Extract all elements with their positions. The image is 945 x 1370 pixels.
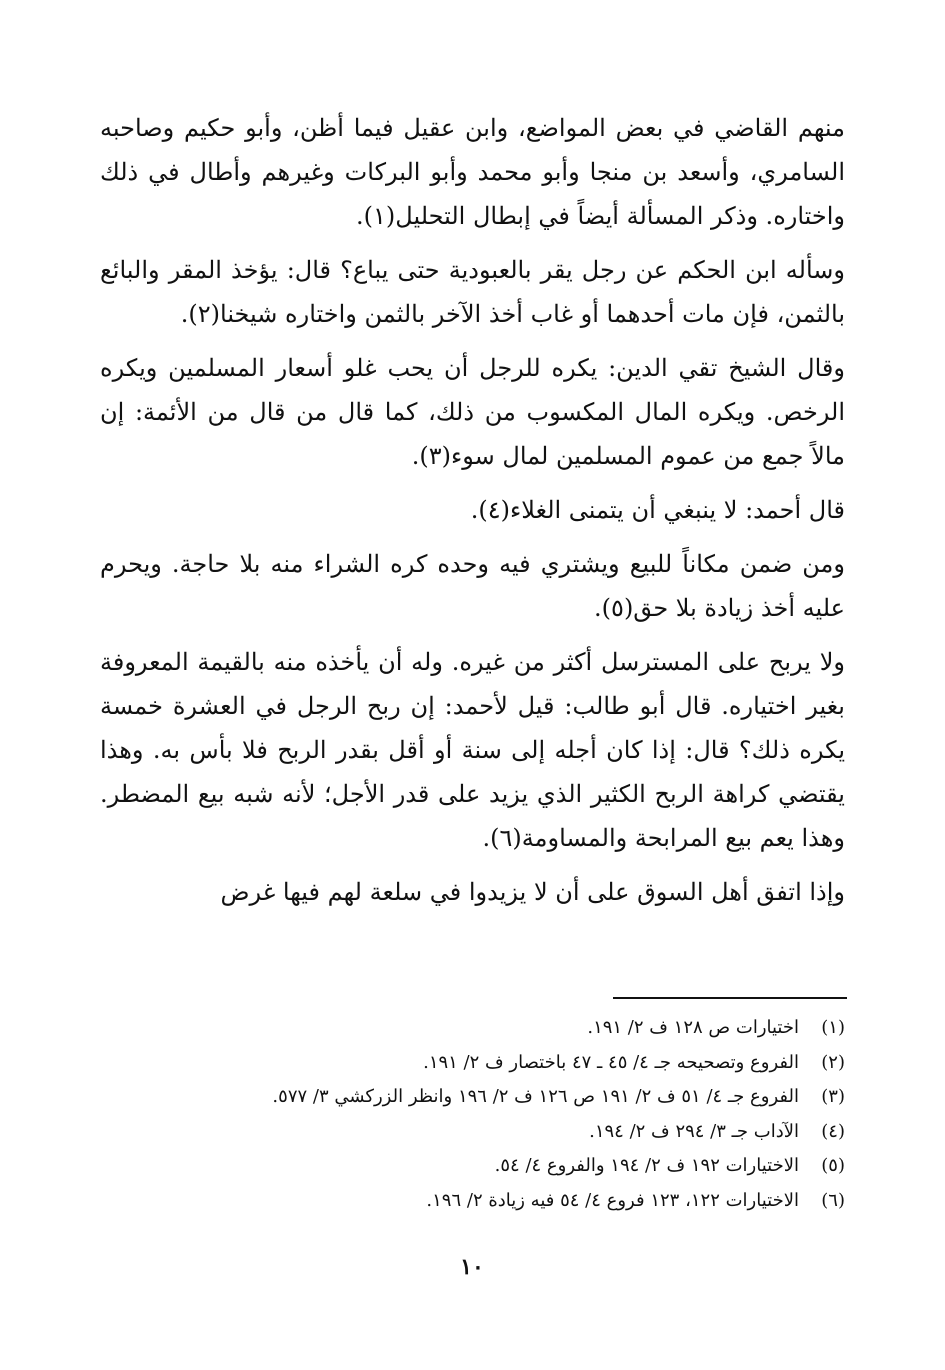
- paragraph-5: ومن ضمن مكاناً للبيع ويشتري فيه وحده كره الشراء منه بلا حاجة. ويحرم عليه أخذ زيادة بلا حق(٥).: [100, 550, 845, 622]
- paragraph-1: منهم القاضي في بعض المواضع، وابن عقيل فيما أظن، وأبو حكيم وصاحبه السامري، وأسعد بن منجا وأبو محمد وأبو البركات وغيرهم وأطال في ذلك واختاره. وذكر المسألة أيضاً في إبطال التحليل(١).: [100, 114, 845, 230]
- footnotes: [170, 1011, 845, 1218]
- footnote-5: [170, 1149, 845, 1184]
- footnote-text: اختيارات ص ١٢٨ ف ٢/ ١٩١.: [587, 1017, 799, 1038]
- footnote-3: [170, 1080, 845, 1115]
- footnote-4: [170, 1115, 845, 1150]
- footnote-number: (٣): [821, 1086, 845, 1107]
- footnote-divider: [613, 997, 847, 999]
- footnote-text: الآداب جـ ٣/ ٢٩٤ ف ٢/ ١٩٤.: [589, 1120, 799, 1142]
- footnote-number: (٤): [821, 1120, 845, 1142]
- footnote-number: (٢): [821, 1051, 845, 1073]
- page-number: ١٠: [460, 1254, 484, 1280]
- paragraph-6: ولا يربح على المسترسل أكثر من غيره. وله أن يأخذه منه بالقيمة المعروفة بغير اختياره. قال أبو طالب: قيل لأحمد: إن ربح الرجل في العشرة خمسة يكره ذلك؟ قال: إذا كان أجله إلى سنة أو أقل بقدر الربح فلا بأس به. وهذا يقتضي كراهة الربح الكثير الذي يزيد على قدر الأجل؛ لأنه شبه بيع المضطر. وهذا يعم بيع المرابحة والمساومة(٦).: [100, 648, 845, 852]
- footnote-1: [170, 1011, 845, 1046]
- footnote-number: (١): [821, 1017, 845, 1038]
- paragraph-2: وسأله ابن الحكم عن رجل يقر بالعبودية حتى يباع؟ قال: يؤخذ المقر والبائع بالثمن، فإن مات أحدهما أو غاب أخذ الآخر بالثمن واختاره شيخنا(٢).: [100, 256, 845, 328]
- footnote-number: (٥): [821, 1155, 845, 1176]
- footnote-text: الاختيارات ١٩٢ ف ٢/ ١٩٤ والفروع ٤/ ٥٤.: [494, 1155, 799, 1176]
- footnote-6: [170, 1184, 845, 1219]
- footnote-text: الاختيارات ١٢٢، ١٢٣ فروع ٤/ ٥٤ فيه زيادة ٢/ ١٩٦.: [426, 1189, 799, 1211]
- footnote-text: الفروع وتصحيحه جـ ٤/ ٤٥ ـ ٤٧ باختصار ف ٢/ ١٩١.: [423, 1051, 799, 1073]
- footnote-text: الفروع جـ ٤/ ٥١ ف ٢/ ١٩١ ص ١٢٦ ف ٢/ ١٩٦ وانظر الزركشي ٣/ ٥٧٧.: [272, 1086, 799, 1107]
- paragraph-4: قال أحمد: لا ينبغي أن يتمنى الغلاء(٤).: [470, 496, 845, 524]
- main-text: [100, 106, 845, 914]
- footnote-2: [170, 1046, 845, 1081]
- paragraph-7: وإذا اتفق أهل السوق على أن لا يزيدوا في سلعة لهم فيها غرض: [220, 878, 845, 906]
- footnote-number: (٦): [821, 1189, 845, 1211]
- paragraph-3: وقال الشيخ تقي الدين: يكره للرجل أن يحب غلو أسعار المسلمين ويكره الرخص. ويكره المال المكسوب من ذلك، كما قال من قال من الأئمة: إن مالاً جمع من عموم المسلمين لمال سوء(٣).: [100, 354, 845, 470]
